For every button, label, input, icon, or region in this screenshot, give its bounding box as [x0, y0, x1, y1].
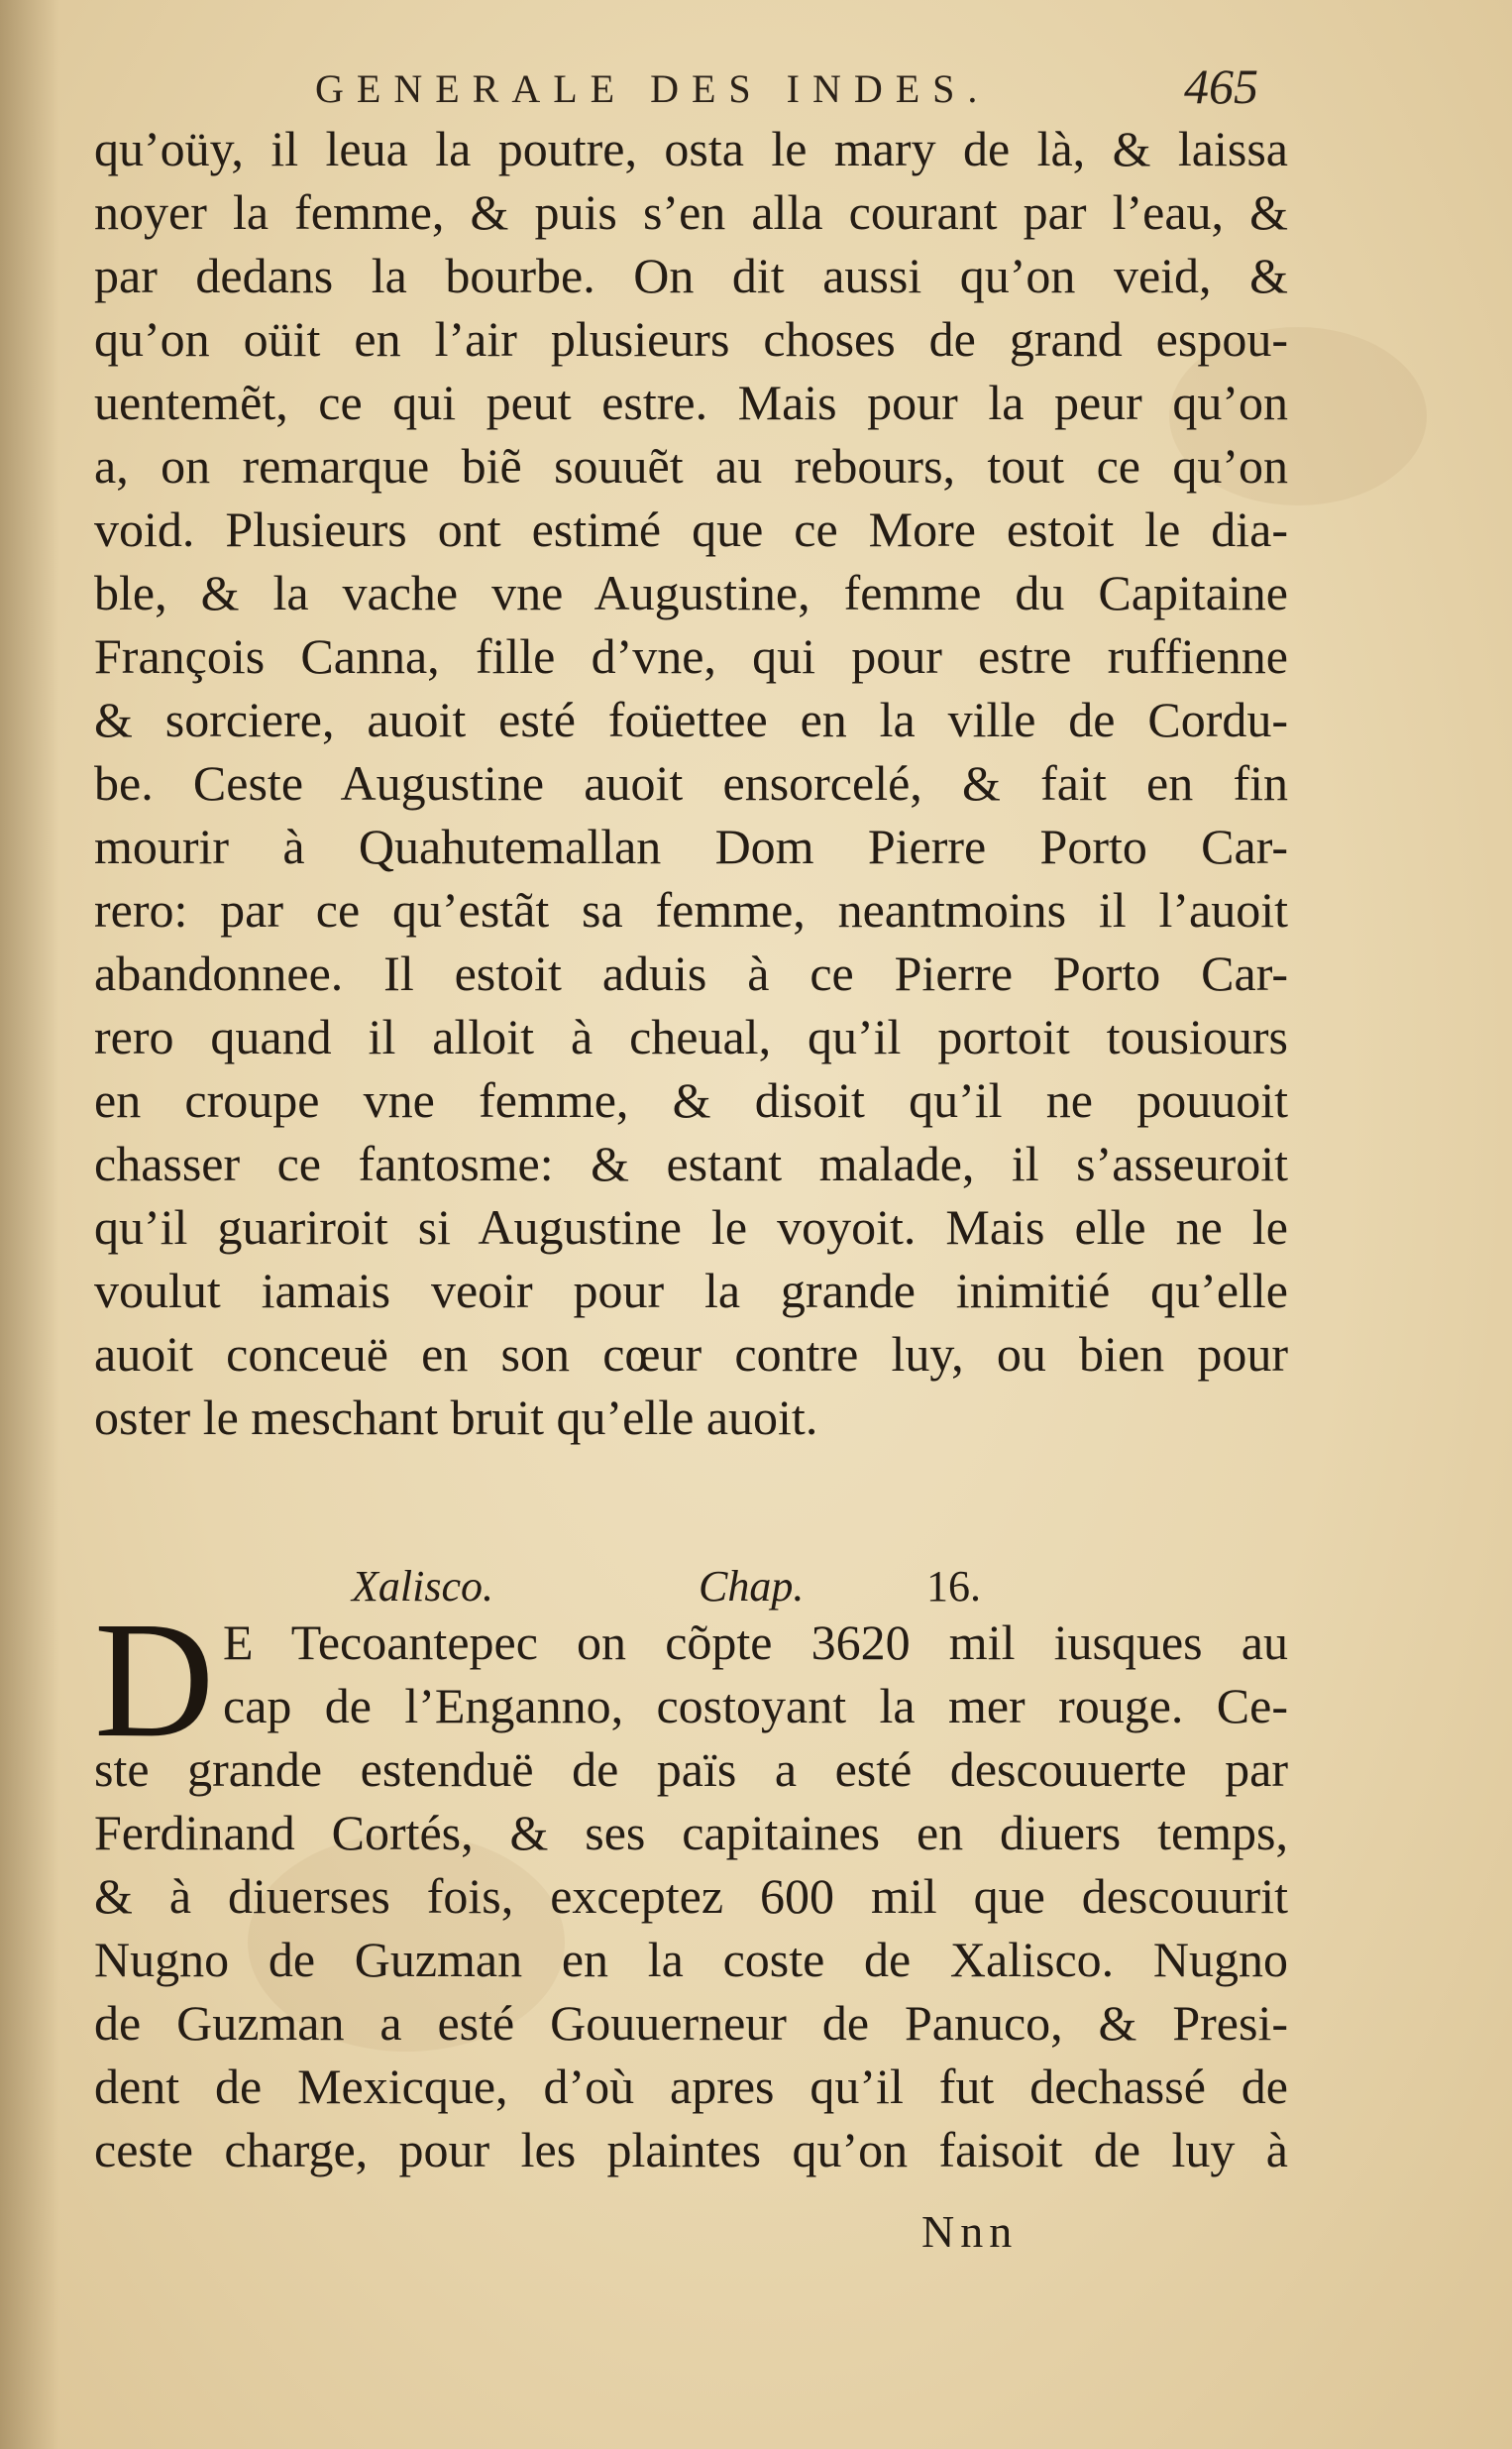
text-line: qu’on oüit en l’air plusieurs choses de grand espou- — [94, 311, 1288, 367]
running-title: GENERALE DES INDES. — [315, 66, 991, 111]
text-line: Nugno de Guzman en la coste de Xalisco. Nugno — [94, 1932, 1288, 1987]
text-line: qu’il guariroit si Augustine le voyoit. Mais elle ne le — [94, 1199, 1288, 1255]
text-line: auoit conceuë en son cœur contre luy, ou bien pour — [94, 1326, 1288, 1382]
text-line: ceste charge, pour les plaintes qu’on faisoit de luy à — [94, 2122, 1288, 2177]
text-line: de Guzman a esté Gouuerneur de Panuco, & Presi- — [94, 1995, 1288, 2051]
paragraph-2 — [94, 1588, 1288, 2181]
text-line: chasser ce fantosme: & estant malade, il s’asseuroit — [94, 1136, 1288, 1191]
chapter-place: Xalisco. — [352, 1562, 493, 1611]
paragraph-1 — [94, 117, 1288, 1449]
gutter-shadow — [0, 0, 59, 2449]
text-line: noyer la femme, & puis s’en alla courant par l’eau, & — [94, 184, 1288, 240]
text-line: par dedans la bourbe. On dit aussi qu’on veid, & — [94, 248, 1288, 303]
text-line: voulut iamais veoir pour la grande inimitié qu’elle — [94, 1263, 1288, 1318]
catchword: Nnn — [921, 2206, 1019, 2257]
text-line: mourir à Quahutemallan Dom Pierre Porto Car- — [94, 819, 1288, 874]
text-line: & à diuerses fois, exceptez 600 mil que descouurit — [94, 1868, 1288, 1924]
text-line: void. Plusieurs ont estimé que ce More estoit le dia- — [94, 501, 1288, 557]
text-line: abandonnee. Il estoit aduis à ce Pierre Porto Car- — [94, 946, 1288, 1001]
text-line: oster le meschant bruit qu’elle auoit. — [94, 1390, 818, 1445]
text-line: be. Ceste Augustine auoit ensorcelé, & fait en fin — [94, 755, 1288, 811]
text-line: qu’oüy, il leua la poutre, osta le mary de là, & laissa — [94, 121, 1288, 176]
text-line: a, on remarque biẽ souuẽt au rebours, tout ce qu’on — [94, 438, 1288, 494]
text-line: ste grande estenduë de païs a esté descouuerte par — [94, 1741, 1288, 1797]
text-line: cap de l’Enganno, costoyant la mer rouge. Ce- — [223, 1678, 1288, 1733]
text-line: E Tecoantepec on cõpte 3620 mil iusques au — [223, 1614, 1288, 1670]
drop-cap-initial: D — [94, 1588, 215, 1772]
text-line: uentemẽt, ce qui peut estre. Mais pour la peur qu’on — [94, 375, 1288, 430]
text-line: François Canna, fille d’vne, qui pour estre ruffienne — [94, 628, 1288, 684]
chapter-label: Chap. — [699, 1562, 805, 1611]
chapter-number: 16. — [926, 1562, 981, 1611]
text-line: rero quand il alloit à cheual, qu’il portoit tousiours — [94, 1009, 1288, 1064]
text-line: en croupe vne femme, & disoit qu’il ne pouuoit — [94, 1072, 1288, 1128]
text-line: rero: par ce qu’estãt sa femme, neantmoins il l’auoit — [94, 882, 1288, 938]
page-number: 465 — [1184, 58, 1258, 114]
text-line: dent de Mexicque, d’où apres qu’il fut dechassé de — [94, 2059, 1288, 2114]
text-line: & sorciere, auoit esté foüettee en la ville de Cordu- — [94, 692, 1288, 747]
text-line: ble, & la vache vne Augustine, femme du Capitaine — [94, 565, 1288, 620]
text-line: Ferdinand Cortés, & ses capitaines en diuers temps, — [94, 1805, 1288, 1860]
